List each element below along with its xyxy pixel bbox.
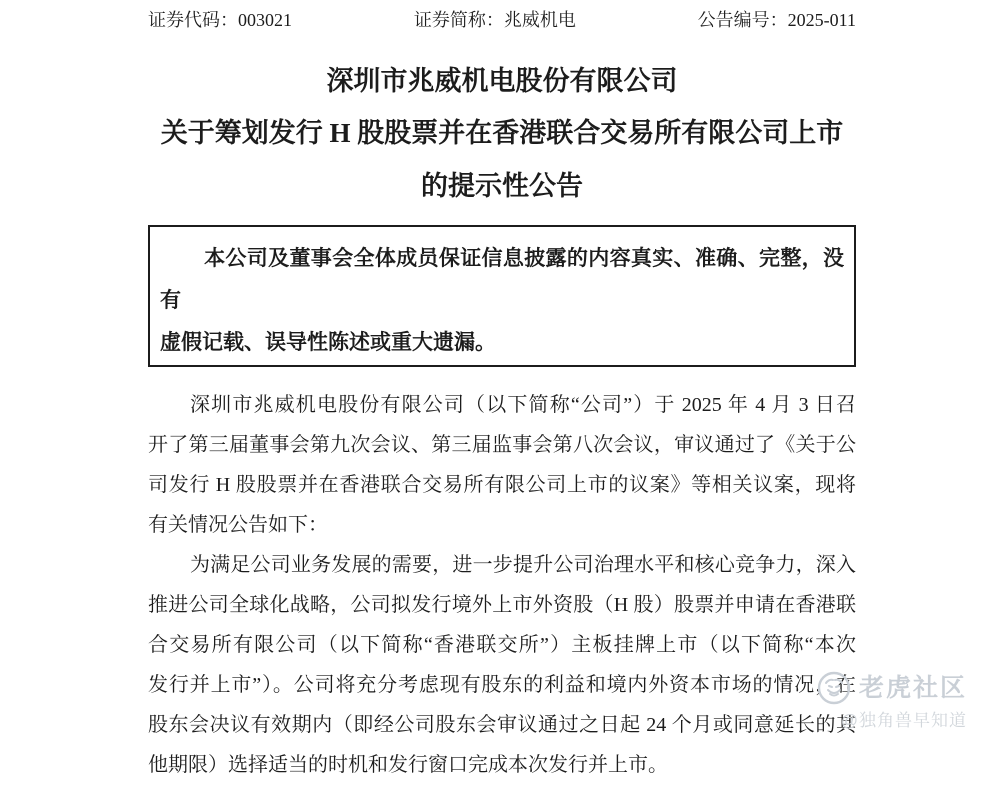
announcement-title-line3: 的提示性公告 — [421, 171, 583, 201]
text-line: 虚假记载、误导性陈述或重大遗漏。 — [160, 330, 496, 354]
tiger-logo-icon — [816, 670, 852, 706]
text-line: 推进公司全球化战略，公司拟发行境外上市外资股（H 股）股票并申请在香港联 — [148, 594, 856, 616]
watermark-handle-label: @独角兽早知道 — [840, 711, 967, 730]
watermark-brand-label: 老虎社区 — [858, 674, 967, 702]
text-line: 有关情况公告如下： — [148, 514, 328, 536]
security-info-header — [148, 0, 856, 31]
text-line: 合交易所有限公司（以下简称“香港联交所”）主板挂牌上市（以下简称“本次 — [148, 634, 856, 656]
watermark-brand-row — [816, 670, 967, 706]
text-line: 发行并上市”）。公司将充分考虑现有股东的利益和境内外资本市场的情况，在 — [148, 674, 856, 696]
text-line: 本公司及董事会全体成员保证信息披露的内容真实、准确、完整，没有 — [160, 246, 844, 312]
disclaimer-box — [148, 225, 856, 367]
document-content — [148, 0, 856, 785]
text-line: 开了第三届董事会第九次会议、第三届监事会第八次会议，审议通过了《关于公 — [148, 434, 856, 456]
text-line: 为满足公司业务发展的需要，进一步提升公司治理水平和核心竞争力，深入 — [190, 554, 856, 576]
stock-short-name: 证券简称：兆威机电 — [413, 10, 576, 30]
announcement-title-line2: 关于筹划发行 H 股股票并在香港联合交易所有限公司上市 — [160, 118, 844, 148]
watermark — [816, 670, 967, 731]
text-line: 他期限）选择适当的时机和发行窗口完成本次发行并上市。 — [148, 754, 668, 776]
text-line: 司发行 H 股股票并在香港联合交易所有限公司上市的议案》等相关议案，现将 — [148, 474, 856, 496]
text-line: 深圳市兆威机电股份有限公司（以下简称“公司”）于 2025 年 4 月 3 日召 — [190, 394, 856, 416]
body-text — [148, 385, 856, 785]
company-name-title: 深圳市兆威机电股份有限公司 — [326, 66, 678, 96]
text-line: 股东会决议有效期内（即经公司股东会审议通过之日起 24 个月或同意延长的其 — [148, 714, 856, 736]
stock-code: 证券代码：003021 — [148, 10, 292, 30]
announcement-number: 公告编号：2025-011 — [697, 10, 856, 30]
